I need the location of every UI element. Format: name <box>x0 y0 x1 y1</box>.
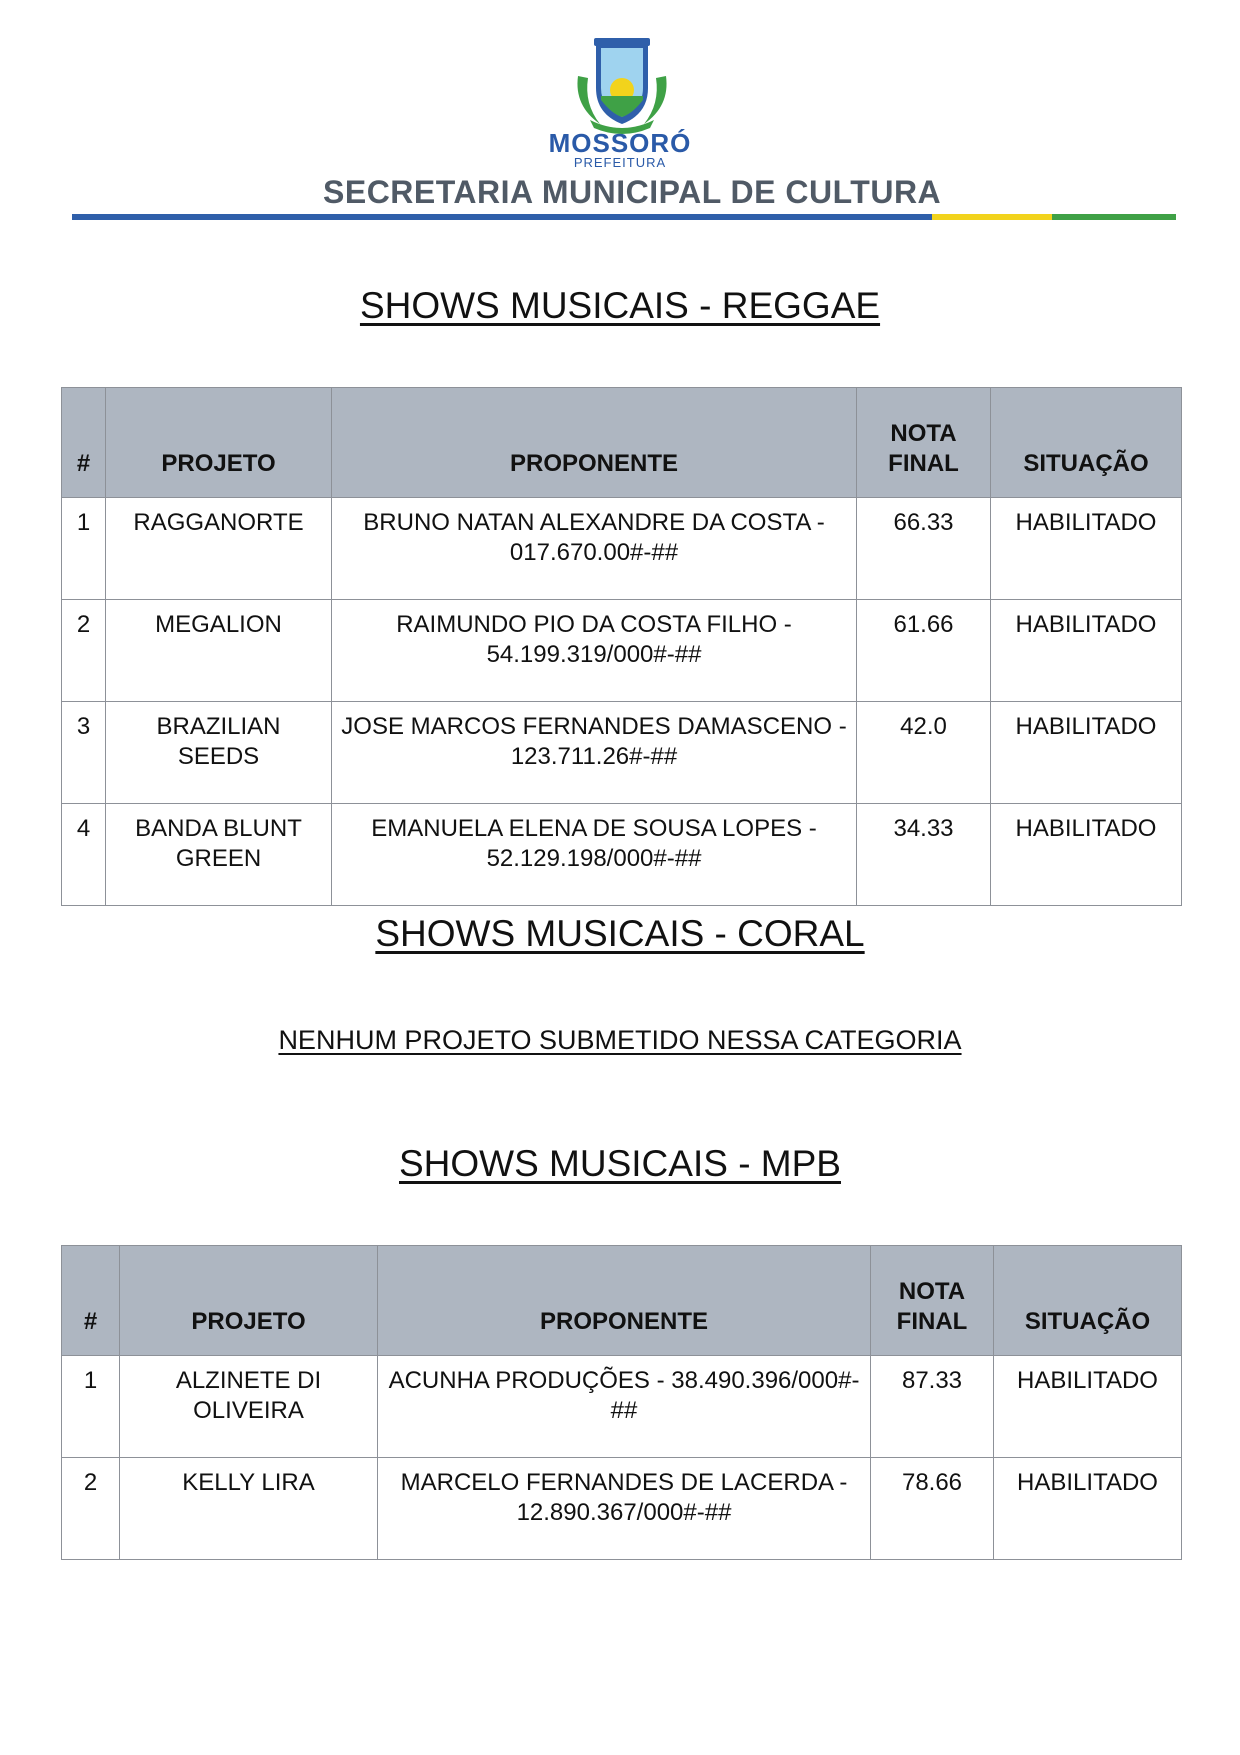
table-row <box>62 1458 1182 1560</box>
brand-name: MOSSORÓ <box>548 128 692 158</box>
table-header-row <box>62 388 1182 498</box>
column-header-proponente: PROPONENTE <box>378 1246 871 1356</box>
cell-num: 3 <box>62 702 106 804</box>
cell-proponente: RAIMUNDO PIO DA COSTA FILHO - 54.199.319/000#-## <box>332 600 857 702</box>
mpb-table <box>61 1245 1182 1560</box>
header-stripe-yellow <box>932 214 1052 220</box>
table-row <box>62 498 1182 600</box>
cell-projeto: BANDA BLUNT GREEN <box>106 804 332 906</box>
cell-proponente: JOSE MARCOS FERNANDES DAMASCENO - 123.711.26#-## <box>332 702 857 804</box>
cell-situacao: HABILITADO <box>994 1458 1182 1560</box>
cell-projeto: RAGGANORTE <box>106 498 332 600</box>
brand-subtitle: PREFEITURA <box>573 155 667 170</box>
cell-situacao: HABILITADO <box>994 1356 1182 1458</box>
cell-num: 2 <box>62 1458 120 1560</box>
cell-num: 4 <box>62 804 106 906</box>
cell-situacao: HABILITADO <box>991 498 1182 600</box>
table-row <box>62 702 1182 804</box>
cell-num: 1 <box>62 1356 120 1458</box>
column-header-situacao: SITUAÇÃO <box>994 1246 1182 1356</box>
cell-proponente: MARCELO FERNANDES DE LACERDA - 12.890.367/000#-## <box>378 1458 871 1560</box>
column-header-proponente: PROPONENTE <box>332 388 857 498</box>
section-title-mpb: SHOWS MUSICAIS - MPB <box>399 1143 841 1184</box>
section-title-coral: SHOWS MUSICAIS - CORAL <box>375 913 865 954</box>
cell-projeto: ALZINETE DI OLIVEIRA <box>120 1356 378 1458</box>
cell-projeto: BRAZILIAN SEEDS <box>106 702 332 804</box>
column-header-situacao: SITUAÇÃO <box>991 388 1182 498</box>
cell-nota: 34.33 <box>857 804 991 906</box>
table-row <box>62 1356 1182 1458</box>
cell-nota: 61.66 <box>857 600 991 702</box>
table-row <box>62 600 1182 702</box>
column-header-nota-final: NOTA FINAL <box>871 1246 994 1356</box>
cell-num: 2 <box>62 600 106 702</box>
cell-situacao: HABILITADO <box>991 702 1182 804</box>
header-stripe-green <box>1052 214 1176 220</box>
table-row <box>62 804 1182 906</box>
column-header-num: # <box>62 388 106 498</box>
cell-nota: 87.33 <box>871 1356 994 1458</box>
page-header <box>0 0 1240 230</box>
department-name: SECRETARIA MUNICIPAL DE CULTURA <box>323 174 942 210</box>
cell-situacao: HABILITADO <box>991 600 1182 702</box>
cell-situacao: HABILITADO <box>991 804 1182 906</box>
cell-num: 1 <box>62 498 106 600</box>
column-header-num: # <box>62 1246 120 1356</box>
empty-category-message: NENHUM PROJETO SUBMETIDO NESSA CATEGORIA <box>278 1025 962 1055</box>
cell-nota: 42.0 <box>857 702 991 804</box>
cell-projeto: MEGALION <box>106 600 332 702</box>
cell-proponente: EMANUELA ELENA DE SOUSA LOPES - 52.129.198/000#-## <box>332 804 857 906</box>
section-title-reggae: SHOWS MUSICAIS - REGGAE <box>359 285 881 326</box>
cell-proponente: ACUNHA PRODUÇÕES - 38.490.396/000#-## <box>378 1356 871 1458</box>
cell-projeto: KELLY LIRA <box>120 1458 378 1560</box>
column-header-projeto: PROJETO <box>106 388 332 498</box>
cell-nota: 66.33 <box>857 498 991 600</box>
cell-nota: 78.66 <box>871 1458 994 1560</box>
header-stripe-blue <box>72 214 932 220</box>
cell-proponente: BRUNO NATAN ALEXANDRE DA COSTA - 017.670.00#-## <box>332 498 857 600</box>
column-header-projeto: PROJETO <box>120 1246 378 1356</box>
table-header-row <box>62 1246 1182 1356</box>
column-header-nota-final: NOTA FINAL <box>857 388 991 498</box>
reggae-table <box>61 387 1182 906</box>
municipal-crest-logo <box>570 36 674 134</box>
